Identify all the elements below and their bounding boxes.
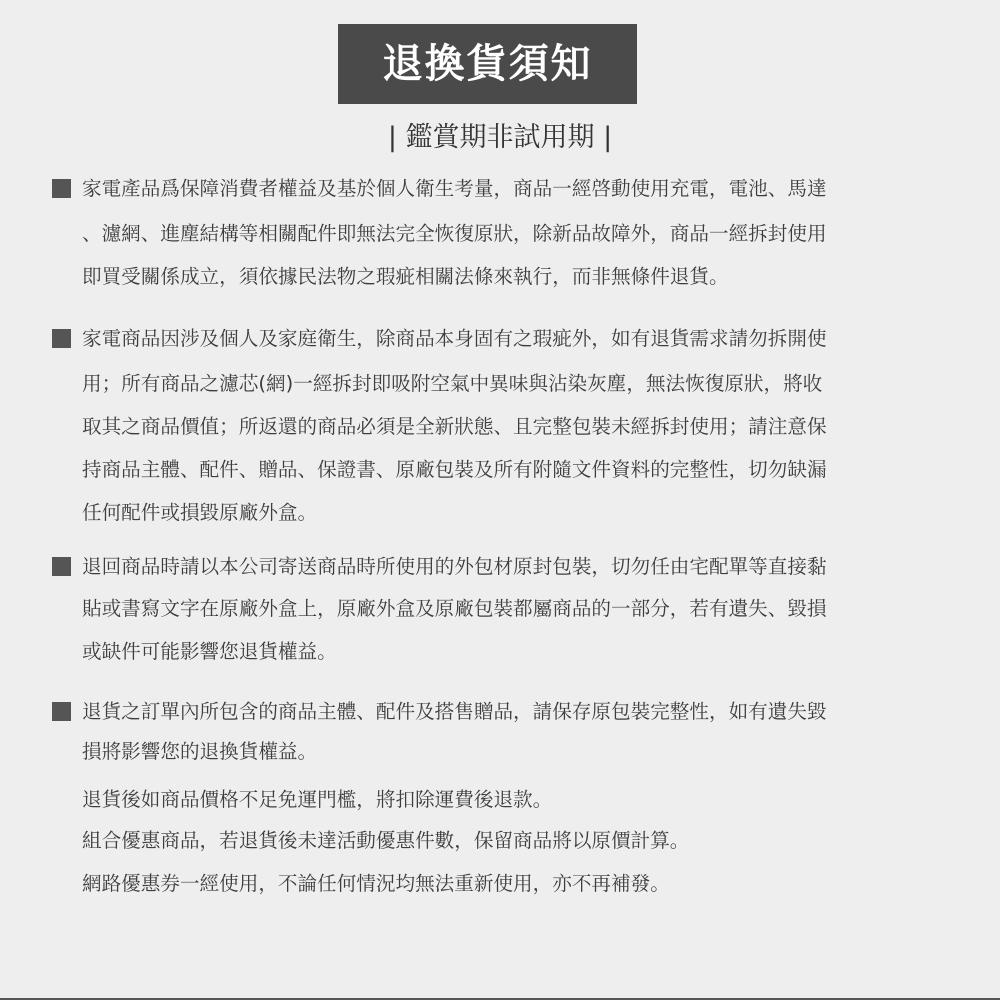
notice-text-line: 家電產品爲保障消費者權益及基於個人衛生考量，商品一經啓動使用充電，電池、馬達 bbox=[82, 177, 827, 200]
notice-text-line: 貼或書寫文字在原廠外盒上，原廠外盒及原廠包裝都屬商品的一部分，若有遺失、毀損 bbox=[82, 597, 827, 620]
notice-text-line: 即買受關係成立，須依據民法物之瑕疵相關法條來執行，而非無條件退貨。 bbox=[82, 265, 729, 288]
notice-text-line: 家電商品因涉及個人及家庭衛生，除商品本身固有之瑕疵外，如有退貨需求請勿拆開使 bbox=[82, 327, 827, 350]
notice-text-line: 或缺件可能影響您退貨權益。 bbox=[82, 640, 337, 663]
square-bullet-icon bbox=[52, 179, 71, 198]
notice-text-line: 退回商品時請以本公司寄送商品時所使用的外包材原封包裝，切勿任由宅配單等直接黏 bbox=[82, 555, 827, 578]
page-subtitle: | 鑑賞期非試用期 | bbox=[387, 122, 613, 153]
notice-text-line: 任何配件或損毀原廠外盒。 bbox=[82, 501, 318, 524]
notice-text-line: 、濾網、進塵結構等相關配件即無法完全恢復原狀，除新品故障外，商品一經拆封使用 bbox=[82, 222, 827, 245]
notice-text-line: 組合優惠商品，若退貨後未達活動優惠件數，保留商品將以原價計算。 bbox=[82, 829, 690, 852]
notice-text-line: 取其之商品價值；所返還的商品必須是全新狀態、且完整包裝未經拆封使用；請注意保 bbox=[82, 415, 827, 438]
square-bullet-icon bbox=[52, 702, 71, 721]
notice-text-line: 退貨後如商品價格不足免運門檻，將扣除運費後退款。 bbox=[82, 788, 553, 811]
notice-text-line: 用；所有商品之濾芯(網)一經拆封即吸附空氣中異味與沾染灰塵，無法恢復原狀，將收 bbox=[82, 372, 823, 395]
notice-text-line: 損將影響您的退換貨權益。 bbox=[82, 740, 318, 763]
square-bullet-icon bbox=[52, 329, 71, 348]
notice-text-line: 退貨之訂單內所包含的商品主體、配件及搭售贈品，請保存原包裝完整性，如有遺失毀 bbox=[82, 700, 827, 723]
page-title: 退換貨須知 bbox=[382, 41, 593, 87]
title-banner bbox=[338, 24, 637, 104]
square-bullet-icon bbox=[52, 557, 71, 576]
notice-text-line: 持商品主體、配件、贈品、保證書、原廠包裝及所有附隨文件資料的完整性，切勿缺漏 bbox=[82, 458, 827, 481]
notice-text-line: 網路優惠券一經使用，不論任何情況均無法重新使用，亦不再補發。 bbox=[82, 872, 670, 895]
